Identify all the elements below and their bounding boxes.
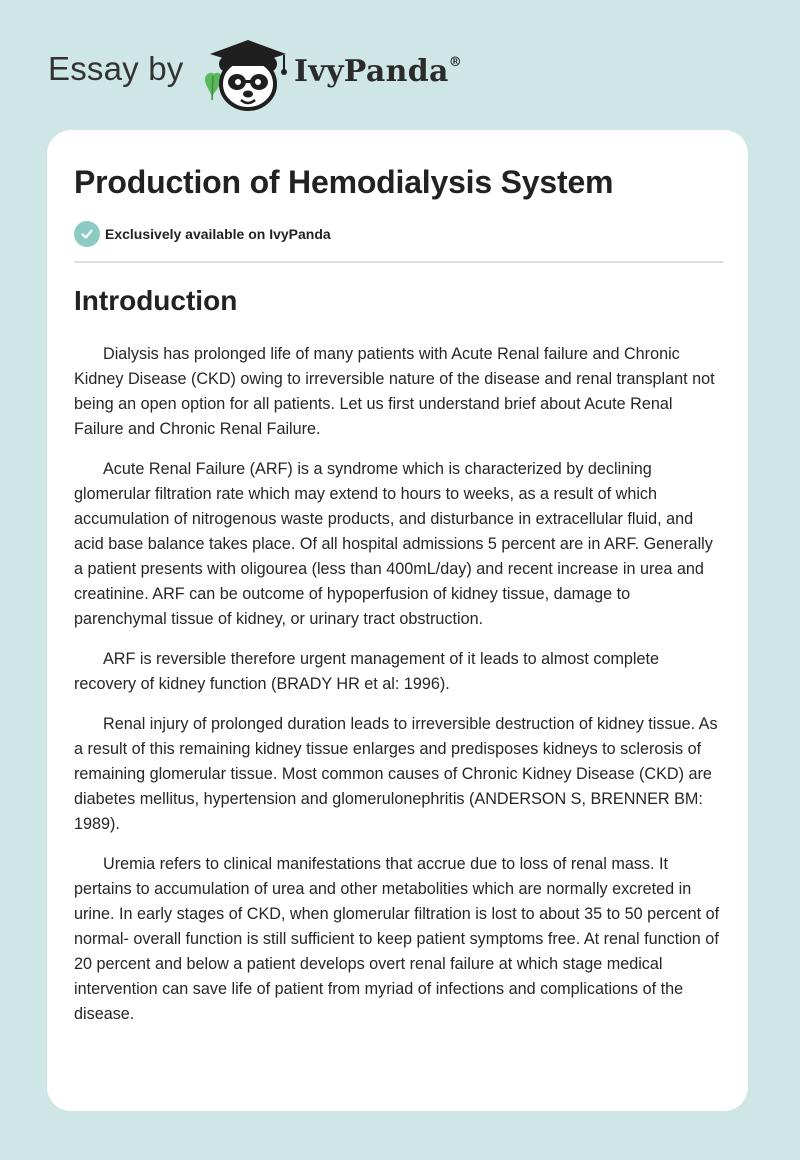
exclusive-badge	[74, 221, 331, 247]
checkmark-icon	[74, 221, 100, 247]
essay-by-label: Essay by	[48, 50, 184, 87]
paragraph: Dialysis has prolonged life of many patients with Acute Renal failure and Chronic Kidney Disease (CKD) owing to irreversible nature of the disease and renal transplant not being an open option for all patients. Let us first understand brief about Acute Renal Failure and Chronic Renal Failure.	[74, 345, 715, 438]
brand-name-text: IvyPanda	[294, 54, 449, 89]
essay-body	[74, 342, 724, 1042]
paragraph: Uremia refers to clinical manifestations that accrue due to loss of renal mass. It pertains to accumulation of urea and other metabolities which are normally excreted in urine. In early stages of CKD, when glomerular filtration is lost to about 35 to 50 percent of normal- overall function is still sufficient to keep patient symptoms free. At renal function of 20 percent and below a patient develops overt renal failure at which stage medical intervention can save life of patient from myriad of infections and complications of the disease.	[74, 855, 720, 1023]
brand-name[interactable]	[294, 54, 462, 89]
paragraph: ARF is reversible therefore urgent management of it leads to almost complete recovery of kidney function (BRADY HR et al: 1996).	[74, 650, 660, 693]
site-header	[48, 34, 508, 114]
paragraph: Acute Renal Failure (ARF) is a syndrome which is characterized by declining glomerular filtration rate which may extend to hours to weeks, as a result of which accumulation of nitrogenous waste products, and disturbance in extracellular fluid, and acid base balance takes place. Of all hospital admissions 5 percent are in ARF. Generally a patient presents with oligourea (less than 400mL/day) and recent increase in urea and creatinine. ARF can be outcome of hypoperfusion of kidney tissue, damage to parenchymal tissue of kidney, or urinary tract obstruction.	[74, 460, 713, 628]
section-heading: Introduction	[74, 285, 238, 316]
exclusive-label: Exclusively available on IvyPanda	[105, 226, 331, 242]
paragraph: Renal injury of prolonged duration leads to irreversible destruction of kidney tissue. As a result of this remaining kidney tissue enlarges and predisposes kidneys to sclerosis of remaining glomerular tissue. Most common causes of Chronic Kidney Disease (CKD) are diabetes mellitus, hypertension and glomerulonephritis (ANDERSON S, BRENNER BM: 1989).	[74, 715, 718, 833]
panda-graduate-icon[interactable]	[200, 34, 296, 114]
essay-card	[47, 130, 748, 1111]
page-title: Production of Hemodialysis System	[74, 164, 614, 200]
registered-mark: ®	[448, 55, 463, 70]
divider	[74, 261, 723, 263]
